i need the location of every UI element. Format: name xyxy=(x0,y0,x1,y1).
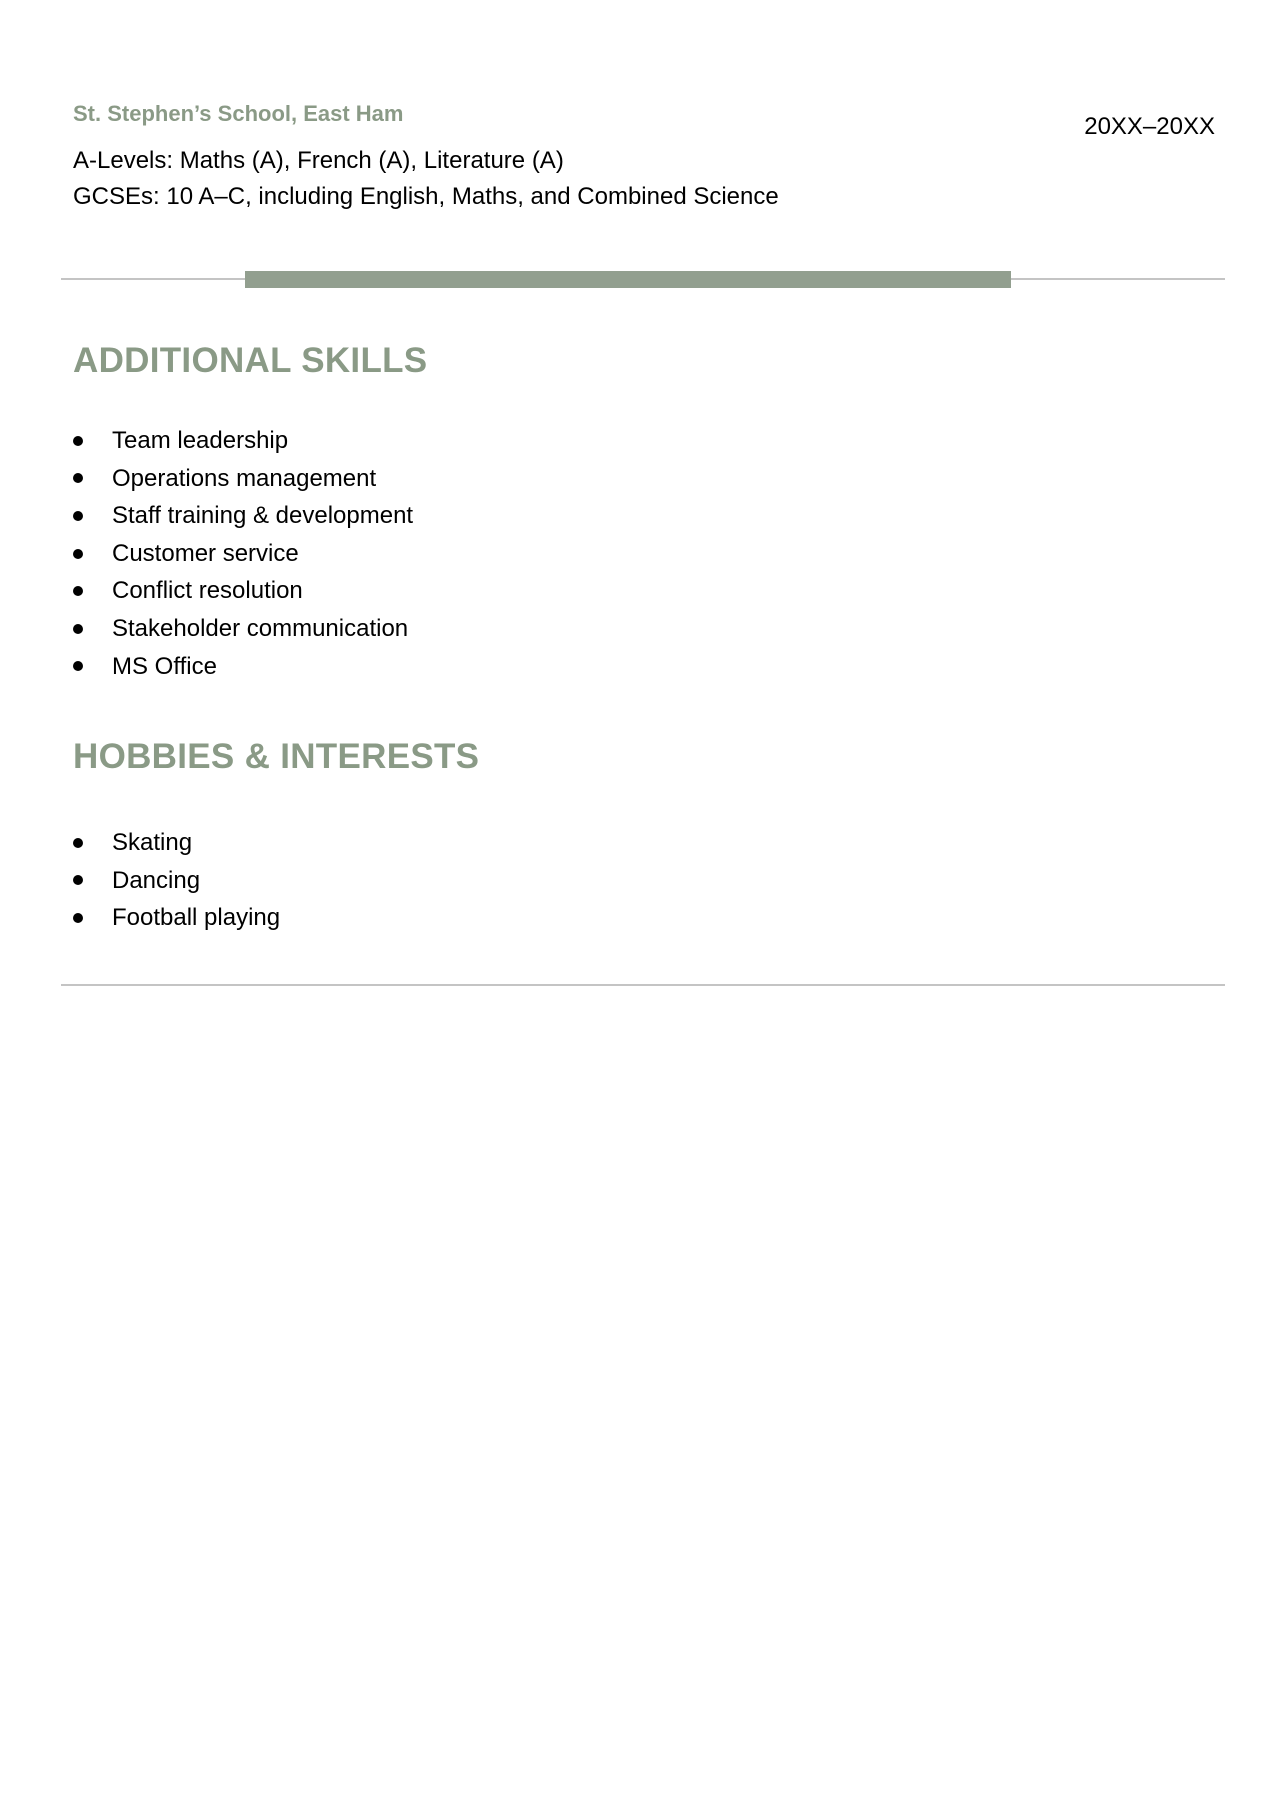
list-item-label: MS Office xyxy=(112,652,217,680)
list-item-label: Staff training & development xyxy=(112,502,414,530)
a-levels-line: A-Levels: Maths (A), French (A), Literature (A) xyxy=(73,147,564,174)
section-divider-bottom xyxy=(61,984,1225,986)
bullet-icon xyxy=(73,549,83,559)
bullet-icon xyxy=(73,624,83,634)
list-item-label: Team leadership xyxy=(112,427,289,454)
list-item-label: Skating xyxy=(112,829,193,856)
list-item xyxy=(73,610,413,648)
bullet-icon xyxy=(73,913,83,923)
list-item-label: Conflict resolution xyxy=(112,577,303,605)
list-item xyxy=(73,648,413,686)
list-item xyxy=(73,422,413,460)
list-item-label: Dancing xyxy=(112,866,201,894)
hobbies-list xyxy=(73,824,280,937)
list-item xyxy=(73,862,280,900)
section-divider-accent-bar xyxy=(245,271,1011,288)
school-name: St. Stephen’s School, East Ham xyxy=(73,101,404,126)
education-dates: 20XX–20XX xyxy=(1084,113,1215,140)
list-item xyxy=(73,899,280,937)
list-item xyxy=(73,497,413,535)
list-item-label: Stakeholder communication xyxy=(112,614,409,642)
bullet-icon xyxy=(73,838,83,848)
list-item xyxy=(73,572,413,610)
list-item-label: Operations management xyxy=(112,464,377,492)
list-item xyxy=(73,824,280,862)
skills-list xyxy=(73,422,413,685)
hobbies-interests-heading: HOBBIES & INTERESTS xyxy=(73,737,480,776)
bullet-icon xyxy=(73,473,83,483)
list-item xyxy=(73,460,413,498)
bullet-icon xyxy=(73,875,83,885)
bullet-icon xyxy=(73,586,83,596)
bullet-icon xyxy=(73,661,83,671)
list-item-label: Football playing xyxy=(112,904,281,932)
bullet-icon xyxy=(73,436,83,446)
bullet-icon xyxy=(73,511,83,521)
additional-skills-heading: ADDITIONAL SKILLS xyxy=(73,341,428,380)
gcses-line: GCSEs: 10 A–C, including English, Maths, and Combined Science xyxy=(73,183,779,210)
list-item-label: Customer service xyxy=(112,539,299,567)
list-item xyxy=(73,535,413,573)
